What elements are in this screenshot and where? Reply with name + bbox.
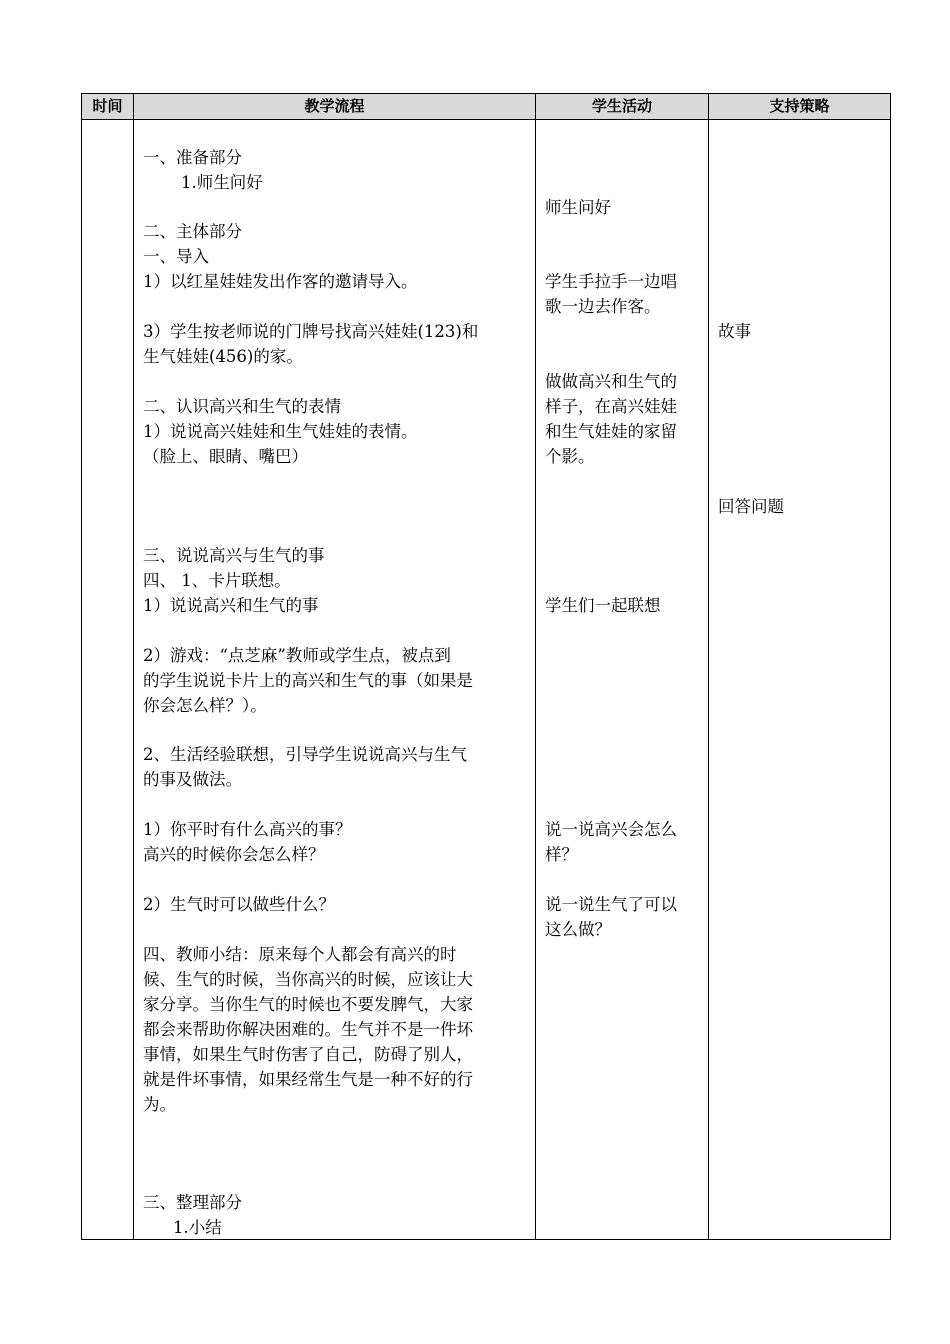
process-line: 1）说说高兴娃娃和生气娃娃的表情。 (143, 422, 418, 441)
student-activity-line: 师生问好 (545, 198, 611, 217)
student-activity-line: 学生手拉手一边唱 (545, 272, 677, 291)
student-activity-line: 和生气娃娃的家留 (545, 422, 677, 441)
process-line: 家分享。当你生气的时候也不要发脾气，大家 (143, 995, 473, 1014)
student-activity-line: 说一说生气了可以 (545, 895, 677, 914)
student-activity-line: 样子，在高兴娃娃 (545, 397, 677, 416)
process-line: 2）生气时可以做些什么？ (143, 895, 335, 914)
process-line: 四、教师小结：原来每个人都会有高兴的时 (143, 945, 457, 964)
support-strategy-line: 回答问题 (718, 497, 784, 516)
student-activity-line: 这么做？ (545, 920, 611, 939)
process-line: 一、准备部分 (143, 148, 242, 167)
header-process: 教学流程 (304, 97, 365, 115)
student-activity-line: 学生们一起联想 (545, 596, 661, 615)
student-activity-line: 样？ (545, 845, 578, 864)
student-activity-line: 做做高兴和生气的 (545, 372, 677, 391)
student-activity-line: 个影。 (545, 447, 595, 466)
student-activity-line: 说一说高兴会怎么 (545, 820, 677, 839)
process-line: 事情，如果生气时伤害了自己，防碍了别人， (143, 1045, 473, 1064)
process-line: 1）你平时有什么高兴的事？ (143, 820, 352, 839)
process-line: 的学生说说卡片上的高兴和生气的事（如果是 (143, 671, 473, 690)
process-line: 三、说说高兴与生气的事 (143, 546, 325, 565)
header-time: 时间 (92, 97, 123, 115)
student-activity-line: 歌一边去作客。 (545, 297, 661, 316)
process-line: 三、整理部分 (143, 1193, 242, 1212)
process-line: 为。 (143, 1095, 176, 1114)
process-line: 的事及做法。 (143, 770, 242, 789)
process-line: 候、生气的时候，当你高兴的时候，应该让大 (143, 970, 473, 989)
process-line: 就是件坏事情，如果经常生气是一种不好的行 (143, 1070, 473, 1089)
process-line: 1.师生问好 (181, 173, 263, 192)
process-line: 3）学生按老师说的门牌号找高兴娃娃(123)和 (143, 322, 479, 341)
header-divider (82, 119, 890, 120)
process-line: 二、认识高兴和生气的表情 (143, 397, 341, 416)
column-divider (133, 94, 134, 1239)
process-line: 都会来帮助你解决困难的。生气并不是一件坏 (143, 1020, 473, 1039)
process-line: 1.小结 (173, 1218, 222, 1237)
process-line: 你会怎么样？）。 (143, 696, 267, 715)
support-strategy-line: 故事 (718, 322, 751, 341)
process-line: 一、导入 (143, 247, 209, 266)
column-divider (708, 94, 709, 1239)
process-line: 二、主体部分 (143, 222, 242, 241)
column-divider (535, 94, 536, 1239)
process-line: 高兴的时候你会怎么样？ (143, 845, 325, 864)
process-line: 1）以红星娃娃发出作客的邀请导入。 (143, 272, 418, 291)
process-line: 生气娃娃(456)的家。 (143, 347, 303, 366)
process-line: 1）说说高兴和生气的事 (143, 596, 319, 615)
process-line: 2、生活经验联想，引导学生说说高兴与生气 (143, 745, 467, 764)
header-support-strategy: 支持策略 (769, 97, 830, 115)
process-line: 2）游戏：“点芝麻”教师或学生点，被点到 (143, 646, 451, 665)
process-line: （脸上、眼睛、嘴巴） (143, 447, 308, 466)
header-student-activity: 学生活动 (591, 97, 652, 115)
process-line: 四、 1、卡片联想。 (143, 571, 291, 590)
